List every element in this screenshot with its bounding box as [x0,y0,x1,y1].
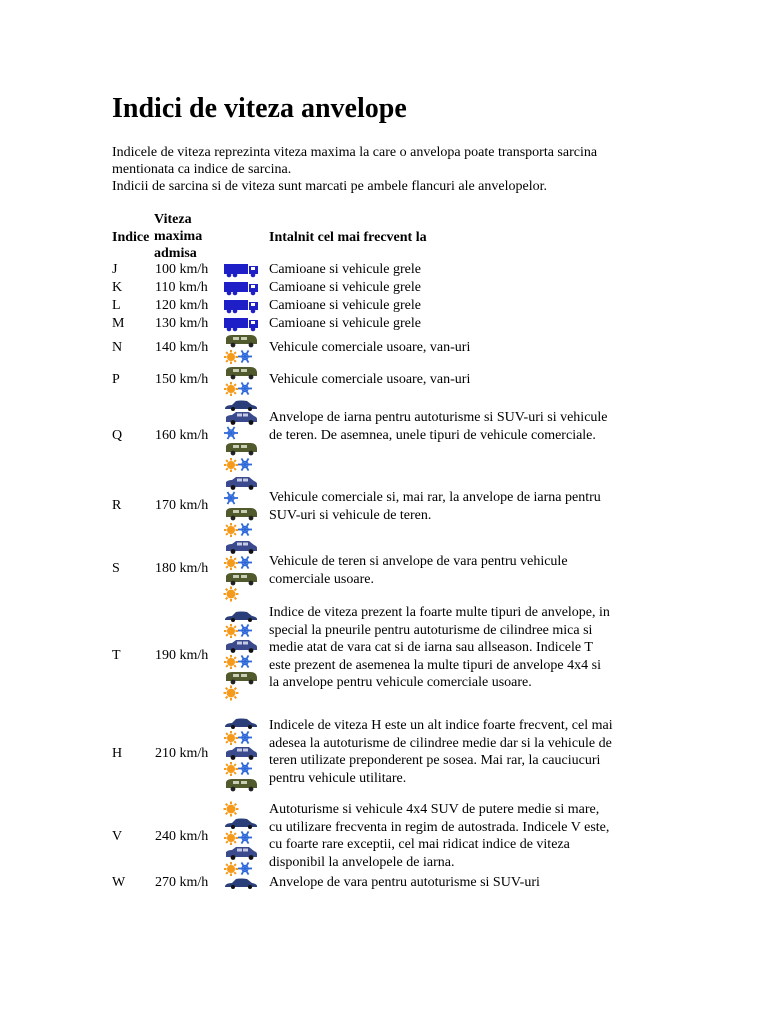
sun-snowflake-icon [223,829,259,846]
table-row [112,540,672,598]
sun-snowflake-icon [223,653,259,670]
table-row [112,365,672,395]
sun-icon [223,801,259,817]
max-speed-value: 160 km/h [155,427,209,443]
vehicle-icons [223,316,261,332]
max-speed-value: 170 km/h [155,498,209,514]
sun-snowflake-icon [223,554,259,571]
snowflake-icon [223,425,259,441]
vehicle-icons [223,610,261,701]
table-row [112,261,672,279]
usage-description: Vehicule comerciale usoare, van-uri [269,340,471,355]
intro-paragraph-2: Indicii de sarcina si de viteza sunt marcati pe ambele flancuri ale anvelopelor. [112,179,547,194]
vehicle-icons [223,717,261,792]
max-speed-value: 210 km/h [155,746,209,762]
usage-description: Anvelope de iarna pentru autoturisme si SUV-uri si vehicule de teren. De asemnea, unele tipuri de vehicule comerciale. [269,410,608,443]
usage-description: Vehicule de teren si anvelope de vara pentru vehicule comerciale usoare. [269,554,568,587]
van-icon [223,365,259,380]
car-icon [223,610,259,622]
usage-description: Vehicule comerciale usoare, van-uri [269,372,471,387]
suv-icon [223,476,259,490]
vehicle-icons [223,540,261,602]
suv-icon [223,411,259,425]
max-speed-value: 100 km/h [155,262,209,278]
car-icon [223,399,259,411]
sun-snowflake-icon [223,348,259,365]
table-row [112,604,672,707]
max-speed-value: 120 km/h [155,298,209,314]
table-row [112,297,672,315]
sun-snowflake-icon [223,380,259,397]
vehicle-icons [223,333,261,365]
table-row [112,801,672,872]
vehicle-icons [223,262,261,278]
max-speed-value: 180 km/h [155,561,209,577]
speed-index-letter: W [112,875,126,891]
max-speed-value: 130 km/h [155,316,209,332]
speed-index-letter: L [112,298,121,314]
sun-icon [223,685,259,701]
usage-description: Camioane si vehicule grele [269,316,421,331]
table-row [112,279,672,297]
usage-description: Camioane si vehicule grele [269,262,421,277]
max-speed-value: 270 km/h [155,875,209,891]
usage-description: Anvelope de vara pentru autoturisme si SUV-uri [269,875,540,890]
speed-index-letter: T [112,647,121,663]
sun-snowflake-icon [223,622,259,639]
van-icon [223,670,259,685]
table-row [112,399,672,472]
sun-icon [223,586,259,602]
speed-index-letter: V [112,828,123,844]
usage-description: Camioane si vehicule grele [269,280,421,295]
max-speed-value: 190 km/h [155,647,209,663]
van-icon [223,441,259,456]
usage-description: Autoturisme si vehicule 4x4 SUV de putere medie si mare, cu utilizare frecventa in regim de autostrada. Indicele V este, cu foarte rare exceptii, cel mai ridicat indice de viteza disponibil la anvelopele de iarna. [269,802,610,870]
max-speed-value: 110 km/h [155,280,208,296]
car-icon [223,817,259,829]
max-speed-value: 240 km/h [155,828,209,844]
car-icon [223,717,259,729]
sun-snowflake-icon [223,760,259,777]
table-row [112,315,672,333]
intro-text [112,144,652,195]
suv-icon [223,846,259,860]
speed-index-letter: S [112,561,120,577]
vehicle-icons [223,399,261,473]
van-icon [223,777,259,792]
car-icon [223,877,259,889]
page-title: Indici de viteza anvelope [112,93,407,124]
usage-description: Camioane si vehicule grele [269,298,421,313]
sun-snowflake-icon [223,456,259,473]
snowflake-icon [223,490,259,506]
suv-icon [223,639,259,653]
truck-icon [223,298,259,314]
suv-icon [223,540,259,554]
header-usage: Intalnit cel mai frecvent la [269,230,427,245]
table-row [112,874,672,892]
usage-description: Vehicule comerciale si, mai rar, la anvelope de iarna pentru SUV-uri si vehicule de teren. [269,490,601,523]
table-row [112,333,672,363]
vehicle-icons [223,280,261,296]
table-row [112,476,672,536]
usage-description: Indicele de viteza H este un alt indice foarte frecvent, cel mai adesea la autoturisme de cilindree medie dar si la vehicule de teren utilizate preponderent pe sosea. Mai rar, la cauciucuri pentru vehicule utilitare. [269,718,613,786]
vehicle-icons [223,298,261,314]
vehicle-icons [223,877,261,889]
speed-index-letter: J [112,262,118,278]
vehicle-icons [223,476,261,538]
truck-icon [223,280,259,296]
header-index: Indice [112,230,150,245]
speed-index-letter: K [112,280,123,296]
van-icon [223,506,259,521]
suv-icon [223,746,259,760]
sun-snowflake-icon [223,521,259,538]
sun-snowflake-icon [223,729,259,746]
van-icon [223,333,259,348]
van-icon [223,571,259,586]
speed-index-letter: R [112,498,122,514]
truck-icon [223,316,259,332]
truck-icon [223,262,259,278]
intro-paragraph-1: Indicele de viteza reprezinta viteza maxima la care o anvelopa poate transporta sarcina mentionata ca indice de sarcina. [112,145,598,177]
speed-index-letter: H [112,746,123,762]
max-speed-value: 140 km/h [155,340,209,356]
speed-index-letter: N [112,340,123,356]
speed-index-letter: M [112,316,125,332]
vehicle-icons [223,801,261,877]
max-speed-value: 150 km/h [155,372,209,388]
header-speed: Viteza maxima admisa [154,212,203,261]
vehicle-icons [223,365,261,397]
speed-index-letter: Q [112,427,123,443]
table-row [112,711,672,797]
speed-index-letter: P [112,372,120,388]
usage-description: Indice de viteza prezent la foarte multe tipuri de anvelope, in special la pneurile pentru autoturisme de cilindree mica si medie atat de vara cat si de iarna sau allseason. Indicele T este prezent de asemenea la multe tipuri de anvelope 4x4 si la anvelope pentru vehicule comerciale usoare. [269,605,610,691]
